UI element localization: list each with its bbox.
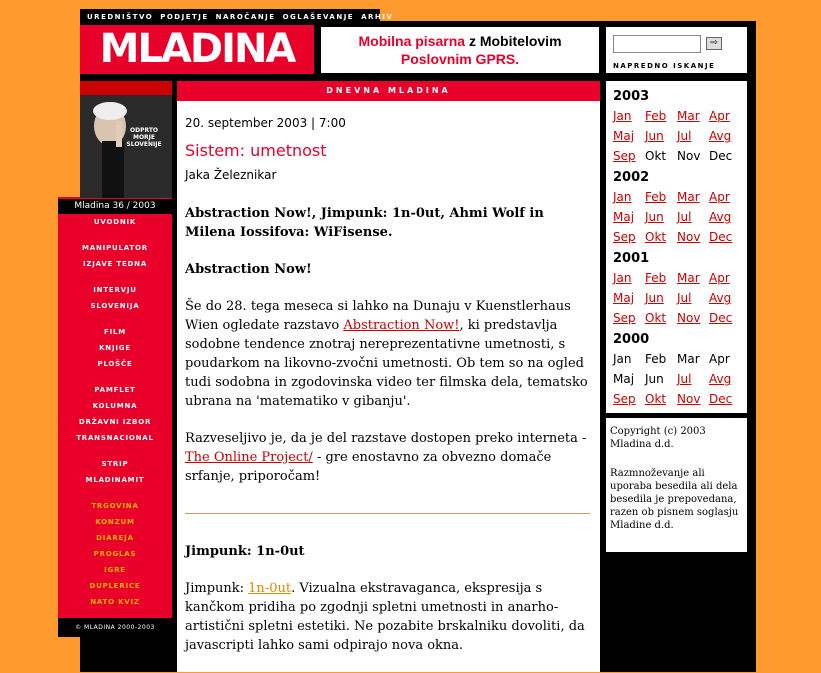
- archive-month-2002-apr[interactable]: Apr: [709, 190, 730, 204]
- paragraph-2b: - gre enostavno za obvezno domače srfanje, priporočam!: [185, 450, 552, 484]
- online-project-link[interactable]: The Online Project/: [185, 450, 313, 465]
- archive-month-2003-mar[interactable]: Mar: [677, 109, 700, 123]
- leftnav-item-19[interactable]: DUPLERICE: [89, 582, 141, 590]
- cover-headline: ODPRTO MORJE SLOVENIJE: [126, 127, 162, 148]
- article-body: [185, 204, 590, 504]
- leftnav-item-5[interactable]: FILM: [103, 328, 126, 336]
- leftnav-item-14[interactable]: TRGOVINA: [91, 502, 139, 510]
- archive-row: [613, 271, 743, 285]
- archive-row: [613, 392, 743, 406]
- leftnav-item-8[interactable]: PAMFLET: [94, 386, 136, 394]
- archive-month-2002-jun[interactable]: Jun: [645, 210, 664, 224]
- leftnav-item-2[interactable]: IZJAVE TEDNA: [82, 260, 148, 268]
- archive-month-2001-mar[interactable]: Mar: [677, 271, 700, 285]
- search-input[interactable]: [613, 35, 701, 53]
- leftnav-item-10[interactable]: DRŽAVNI IZBOR: [78, 418, 152, 426]
- leftnav-item-6[interactable]: KNJIGE: [99, 344, 131, 352]
- archive-month-2003-nov: Nov: [677, 149, 701, 163]
- nav-podjetje[interactable]: PODJETJE: [160, 13, 209, 21]
- archive-year-2003: 2003: [613, 89, 650, 104]
- section-navigation: [58, 214, 172, 610]
- leftnav-item-12[interactable]: STRIP: [101, 460, 129, 468]
- leftnav-item-1[interactable]: MANIPULATOR: [82, 244, 148, 252]
- archive-row: [613, 129, 743, 143]
- archive-month-2001-dec[interactable]: Dec: [709, 311, 733, 325]
- archive-month-2000-maj: Maj: [613, 372, 635, 386]
- leftnav-item-4[interactable]: SLOVENIJA: [90, 302, 140, 310]
- copyright-notice: Razmnoževanje ali uporaba besedila ali dela besedila je prepovedana, razen ob pisnem soglasju Mladine d.d.: [610, 468, 739, 531]
- issue-label[interactable]: Mladina 36 / 2003: [58, 199, 172, 214]
- archive-row: [613, 291, 743, 305]
- archive-month-2000-mar: Mar: [677, 352, 700, 366]
- archive-month-2002-jan[interactable]: Jan: [613, 190, 632, 204]
- archive-month-2003-jul[interactable]: Jul: [677, 129, 692, 143]
- article-author: Jaka Železnikar: [185, 168, 277, 182]
- archive-year-2001: 2001: [613, 251, 650, 266]
- leftnav-item-17[interactable]: PROGLAS: [93, 550, 137, 558]
- archive-row: [613, 352, 743, 366]
- archive-month-2000-dec[interactable]: Dec: [709, 392, 733, 406]
- article-lead: Abstraction Now!, Jimpunk: 1n-0ut, Ahmi Wolf in Milena Iossifova: WiFisense.: [185, 206, 544, 240]
- archive-row: [613, 149, 743, 163]
- archive-row: [613, 230, 743, 244]
- archive-row: [613, 109, 743, 123]
- archive-month-2003-feb[interactable]: Feb: [645, 109, 667, 123]
- archive-month-2002-avg[interactable]: Avg: [709, 210, 732, 224]
- archive-row: [613, 190, 743, 204]
- archive-row: [613, 210, 743, 224]
- ad-line1-black: z Mobitelovim: [465, 33, 562, 49]
- leftnav-item-20[interactable]: NATO KVIZ: [90, 598, 140, 606]
- archive-month-2002-sep[interactable]: Sep: [613, 230, 636, 244]
- leftnav-item-3[interactable]: INTERVJU: [93, 286, 137, 294]
- left-copyright: © MLADINA 2000-2003: [58, 618, 172, 637]
- copyright-text: [610, 425, 745, 548]
- leftnav-item-11[interactable]: TRANSNACIONAL: [76, 434, 154, 442]
- ad-line2: Poslovnim GPRS.: [400, 51, 520, 67]
- archive-month-2002-okt[interactable]: Okt: [645, 230, 667, 244]
- nav-oglasevanje[interactable]: OGLAŠEVANJE: [282, 13, 355, 21]
- paragraph-3a: Jimpunk:: [185, 581, 249, 596]
- archive-month-2000-okt[interactable]: Okt: [645, 392, 667, 406]
- archive-month-2000-apr: Apr: [709, 352, 730, 366]
- leftnav-item-18[interactable]: IGRE: [104, 566, 126, 574]
- archive-month-2000-feb: Feb: [645, 352, 667, 366]
- archive-month-2001-feb[interactable]: Feb: [645, 271, 667, 285]
- archive-month-2000-avg[interactable]: Avg: [709, 372, 732, 386]
- archive-month-2003-sep[interactable]: Sep: [613, 149, 636, 163]
- archive-month-2001-jul[interactable]: Jul: [677, 291, 692, 305]
- mladina-logo[interactable]: MLADINA: [80, 25, 314, 74]
- leftnav-item-9[interactable]: KOLUMNA: [92, 402, 138, 410]
- paragraph-1a: Še do 28. tega meseca si lahko na Dunaju v Kuenstlerhaus Wien ogledate razstavo: [185, 299, 571, 333]
- archive-month-2003-okt: Okt: [645, 149, 667, 163]
- archive-year-2002: 2002: [613, 170, 650, 185]
- advanced-search-link[interactable]: NAPREDNO ISKANJE: [613, 62, 716, 70]
- article-date: 20. september 2003 | 7:00: [185, 116, 346, 130]
- article-body-2: [185, 542, 590, 673]
- archive-month-2002-nov[interactable]: Nov: [677, 230, 701, 244]
- archive-month-2003-apr[interactable]: Apr: [709, 109, 730, 123]
- 1n-0ut-link[interactable]: 1n-0ut: [248, 581, 292, 596]
- archive-month-2000-jan: Jan: [613, 352, 632, 366]
- paragraph-2a: Razveseljivo je, da je del razstave dostopen preko interneta -: [185, 431, 587, 446]
- archive-month-2001-maj[interactable]: Maj: [613, 291, 635, 305]
- copyright-line: Copyright (c) 2003 Mladina d.d.: [610, 426, 706, 450]
- subheading-jimpunk: Jimpunk: 1n-0ut: [185, 544, 305, 559]
- archive-month-2003-jan[interactable]: Jan: [613, 109, 632, 123]
- archive-month-2001-jun[interactable]: Jun: [645, 291, 664, 305]
- archive-month-2000-nov[interactable]: Nov: [677, 392, 701, 406]
- leftnav-item-16[interactable]: DIAREJA: [96, 534, 134, 542]
- archive-month-2002-maj[interactable]: Maj: [613, 210, 635, 224]
- abstraction-now-link[interactable]: Abstraction Now!: [343, 318, 460, 333]
- nav-narocanje[interactable]: NAROČANJE: [215, 13, 276, 21]
- leftnav-item-7[interactable]: PLOŠČE: [97, 360, 133, 368]
- archive-month-2001-jan[interactable]: Jan: [613, 271, 632, 285]
- archive-year-2000: 2000: [613, 332, 650, 347]
- archive-month-2002-dec[interactable]: Dec: [709, 230, 733, 244]
- banner-ad[interactable]: [321, 27, 599, 73]
- archive-month-2001-nov[interactable]: Nov: [677, 311, 701, 325]
- nav-urednistvo[interactable]: UREDNIŠTVO: [87, 13, 154, 21]
- leftnav-item-13[interactable]: MLADINAMIT: [85, 476, 145, 484]
- leftnav-item-0[interactable]: UVODNIK: [93, 218, 137, 226]
- archive-month-2003-dec: Dec: [709, 149, 733, 163]
- archive-month-2001-okt[interactable]: Okt: [645, 311, 667, 325]
- archive-month-2001-avg[interactable]: Avg: [709, 291, 732, 305]
- ad-line1-red: Mobilna pisarna: [358, 33, 466, 49]
- paragraph-1b: , ki predstavlja sodobne tendence znotraj nereprezentativne umetnosti, s poudarkom na likovno-zvočni umetnosti. Ob tem so na ogled tudi sodobna in zgodovinska video ter filmska dela, tematsko ubrana na 'matematiko v gibanju'.: [185, 318, 588, 409]
- archive-row: [613, 372, 743, 386]
- archive-month-2002-jul[interactable]: Jul: [677, 210, 692, 224]
- article-title: Sistem: umetnost: [185, 141, 327, 160]
- archive-month-2001-sep[interactable]: Sep: [613, 311, 636, 325]
- archive-row: [613, 311, 743, 325]
- archive-month-2003-maj[interactable]: Maj: [613, 129, 635, 143]
- archive-month-2000-jul[interactable]: Jul: [677, 372, 692, 386]
- subheading-abstraction: Abstraction Now!: [185, 262, 312, 277]
- archive-month-2003-jun[interactable]: Jun: [645, 129, 664, 143]
- archive-month-2003-avg[interactable]: Avg: [709, 129, 732, 143]
- archive-month-2002-feb[interactable]: Feb: [645, 190, 667, 204]
- section-header: DNEVNA MLADINA: [177, 81, 600, 101]
- paragraph-3b: . Vizualna ekstravaganca, ekspresija s kančkom pridiha po zgodnji spletni umetnosti in anarho-artistični spletni estetiki. Ne pozabite brskalniku dovoliti, da javascripti lahko sami odpirajo nova okna.: [185, 581, 585, 653]
- archive-month-2000-sep[interactable]: Sep: [613, 392, 636, 406]
- archive-month-2000-jun: Jun: [645, 372, 664, 386]
- leftnav-item-15[interactable]: KONZUM: [95, 518, 135, 526]
- archive-month-2001-apr[interactable]: Apr: [709, 271, 730, 285]
- search-go-button[interactable]: ⇨: [706, 37, 722, 50]
- divider: [185, 513, 590, 514]
- nav-arhiv[interactable]: ARHIV: [361, 13, 394, 21]
- archive-month-2002-mar[interactable]: Mar: [677, 190, 700, 204]
